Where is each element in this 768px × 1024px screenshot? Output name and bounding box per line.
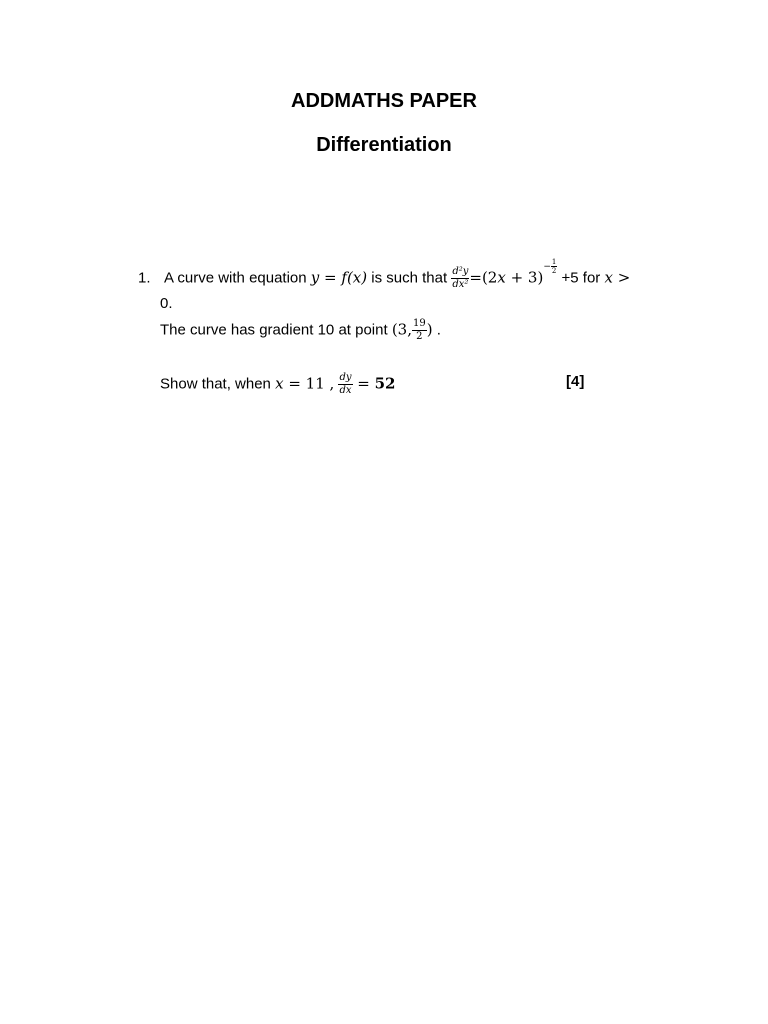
point-end: . xyxy=(432,321,441,339)
first-derivative-fraction xyxy=(338,372,352,397)
derivative-plus-3: + 3) xyxy=(505,268,544,287)
equation-eq: = xyxy=(319,268,342,287)
point-denominator: 2 xyxy=(416,331,423,342)
show-x: x xyxy=(275,374,284,393)
point-open: (3, xyxy=(391,320,412,339)
exponent xyxy=(543,257,557,277)
exponent-fraction xyxy=(551,258,557,275)
question-line-4 xyxy=(160,372,396,397)
result-eq: = xyxy=(352,374,375,393)
paper-subtitle: Differentiation xyxy=(316,134,452,156)
condition-gt: > xyxy=(612,268,631,287)
point-numerator: 19 xyxy=(413,318,426,329)
exponent-minus: − xyxy=(543,262,551,272)
stem-text-2: is such that xyxy=(371,269,448,287)
first-derivative-numerator: dy xyxy=(339,372,352,383)
exponent-numerator: 1 xyxy=(551,258,557,266)
show-eq-11: = 11 , xyxy=(283,374,335,393)
point-fraction xyxy=(412,318,427,343)
second-derivative-denominator: dx² xyxy=(452,279,469,290)
marks-label: [4] xyxy=(566,373,585,390)
condition-x: x xyxy=(604,268,613,287)
derivative-eq-open: =(2 xyxy=(469,268,498,287)
derivative-x: x xyxy=(497,268,506,287)
plus-five-for: +5 for xyxy=(561,269,601,287)
show-text: Show that, when xyxy=(160,375,271,393)
second-derivative-fraction xyxy=(451,266,469,291)
equation-y: y xyxy=(310,268,320,287)
question-line-1 xyxy=(138,258,631,291)
second-derivative-numerator: d²y xyxy=(452,266,469,277)
exponent-denominator: 2 xyxy=(551,267,557,275)
first-derivative-denominator: dx xyxy=(339,385,352,396)
question-line-3 xyxy=(160,318,441,343)
condition-zero: 0. xyxy=(160,295,173,312)
result-value: 52 xyxy=(374,374,396,393)
stem-text-1: A curve with equation xyxy=(164,269,307,287)
question-line-2 xyxy=(160,294,173,314)
point-close: ) xyxy=(426,320,433,339)
gradient-text: The curve has gradient 10 at point xyxy=(160,321,388,339)
paper-title: ADDMATHS PAPER xyxy=(291,90,477,112)
question-number: 1. xyxy=(138,269,151,287)
equation-fx: f(x) xyxy=(341,268,368,287)
